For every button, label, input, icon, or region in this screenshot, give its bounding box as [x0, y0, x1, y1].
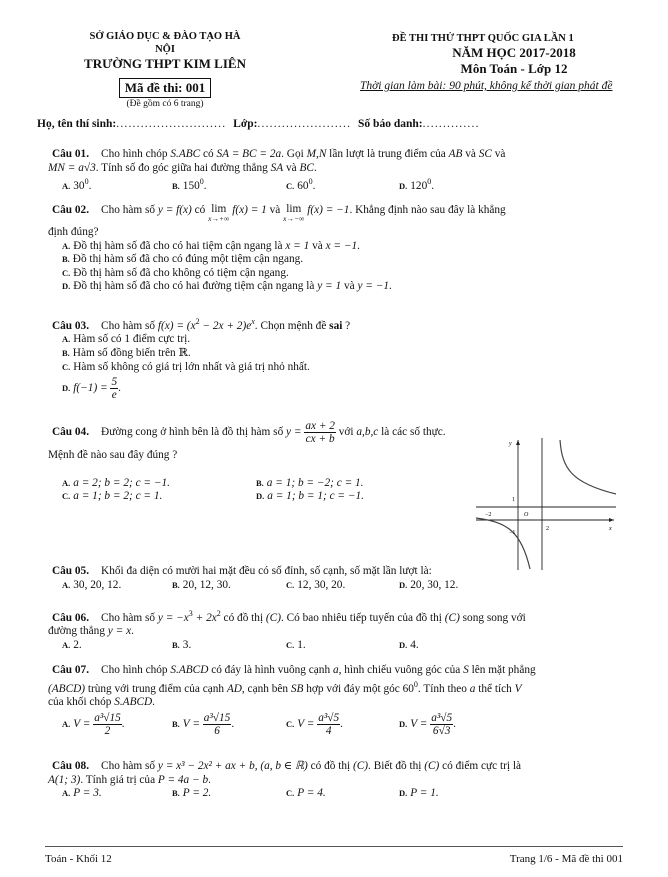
- lim-word: lim: [286, 203, 302, 215]
- stem-math: (C): [424, 760, 440, 772]
- option-text: 120: [410, 179, 428, 192]
- option-end: .: [312, 179, 316, 192]
- stem-text: . Gọi: [281, 148, 307, 160]
- stem-text: có điểm cực trị là: [439, 760, 521, 772]
- option-math: P = 4.: [297, 787, 326, 800]
- option-text: 150: [182, 179, 200, 192]
- option-letter: C.: [62, 361, 71, 372]
- stem-text: có: [191, 204, 209, 216]
- option-text: 20, 12, 30.: [182, 578, 231, 591]
- option-text: Đồ thị hàm số đã cho có hai tiệm cận ngang là: [73, 239, 286, 252]
- stem-math: y = x: [107, 625, 132, 638]
- footer-subject: Toán - Khối 12: [45, 853, 112, 865]
- option-letter: D.: [62, 281, 71, 292]
- fraction: [203, 711, 235, 737]
- stem-text: .: [152, 695, 155, 708]
- option-letter: C.: [286, 718, 295, 729]
- name-field[interactable]: ...........................: [116, 118, 227, 130]
- option-math: P = 1.: [410, 787, 439, 800]
- option-math: a = 1; b = 2; c = 1.: [73, 490, 163, 503]
- subject-title: Môn Toán - Lớp 12: [460, 61, 568, 76]
- id-field[interactable]: ..............: [422, 118, 480, 130]
- header-right: [360, 32, 668, 92]
- school-name: TRƯỜNG THPT KIM LIÊN: [84, 56, 246, 71]
- option-letter: C.: [286, 788, 295, 799]
- answer-options: [50, 712, 620, 737]
- limit-2: [283, 204, 304, 224]
- option-end: .: [88, 179, 92, 192]
- stem-math: AB: [448, 148, 463, 160]
- footer-divider: [45, 846, 623, 847]
- candidate-info: [37, 118, 637, 130]
- option-text: 60: [297, 179, 309, 192]
- tick-x-2: 2: [546, 526, 549, 532]
- option-letter: A.: [62, 788, 71, 799]
- stem-text: .: [313, 161, 317, 174]
- tick-y-1: 1: [512, 497, 515, 503]
- option-math: f(−1) =: [73, 382, 111, 395]
- stem-text: trùng với trung điểm của cạnh: [85, 682, 227, 695]
- stem-text: thể tích: [475, 682, 515, 695]
- stem-text: và: [491, 148, 506, 160]
- answer-options: [50, 639, 620, 653]
- fraction-denominator: cx + b: [305, 433, 335, 445]
- stem-text: Cho hàm số: [101, 204, 158, 216]
- tick-y-neg1: −1: [509, 530, 516, 536]
- x-axis-label: x: [609, 526, 612, 532]
- option-b[interactable]: [172, 579, 286, 593]
- stem-text: định đúng?: [48, 226, 99, 238]
- fraction-numerator: ax + 2: [305, 420, 335, 432]
- option-b[interactable]: [172, 175, 286, 193]
- option-d[interactable]: [399, 787, 509, 801]
- option-text: Đồ thị hàm số đã cho có đúng một tiệm cận ngang.: [72, 253, 304, 266]
- stem-text: . Tính số đo góc giữa hai đường thẳng: [95, 161, 271, 174]
- question-07: [50, 664, 620, 737]
- stem-text: .: [208, 773, 211, 786]
- question-label: Câu 01.: [52, 148, 90, 160]
- option-text: 20, 30, 12.: [410, 578, 459, 591]
- header-left: [80, 30, 250, 110]
- option-text: 4.: [410, 638, 419, 651]
- option-letter: C.: [286, 180, 295, 191]
- y-axis-arrow-icon: [516, 440, 520, 445]
- option-text: 30, 20, 12.: [73, 578, 122, 591]
- question-01: [50, 148, 620, 194]
- option-letter: D.: [256, 491, 265, 502]
- stem-text: đường thẳng: [48, 625, 108, 638]
- stem-math: (C): [352, 760, 369, 772]
- stem-text: có: [200, 148, 217, 160]
- department-name: SỞ GIÁO DỤC & ĐÀO TẠO HÀ NỘI: [89, 31, 241, 55]
- option-a[interactable]: [62, 175, 172, 193]
- stem-math: SC: [478, 148, 492, 160]
- option-a[interactable]: [62, 787, 172, 801]
- option-letter: D.: [399, 639, 408, 650]
- option-letter: B.: [172, 718, 180, 729]
- lim-word: lim: [211, 203, 227, 215]
- option-letter: A.: [62, 240, 71, 251]
- option-sup: 0: [308, 177, 313, 187]
- stem-math: S.ABCD: [170, 664, 209, 676]
- option-text: Hàm số đồng biến trên ℝ.: [72, 346, 191, 359]
- stem-sup: 2: [216, 609, 221, 618]
- option-text: Đồ thị hàm số đã cho có hai đường tiệm cận ngang là: [73, 280, 318, 293]
- stem-text: Khối đa diện có mười hai mặt đều có số đỉnh, số cạnh, số mặt lần lượt là:: [101, 565, 432, 577]
- option-letter: B.: [172, 579, 180, 590]
- option-text: Hàm số có 1 điểm cực trị.: [73, 333, 191, 346]
- question-05: [50, 565, 620, 592]
- class-field[interactable]: .......................: [257, 118, 352, 130]
- option-c[interactable]: [50, 267, 620, 281]
- stem-math: (ABCD): [48, 682, 86, 695]
- question-03: [50, 315, 620, 401]
- stem-text: có đồ thị: [307, 760, 353, 772]
- x-axis-arrow-icon: [609, 518, 614, 522]
- option-letter: D.: [62, 383, 71, 394]
- option-end: .: [431, 179, 435, 192]
- option-a[interactable]: [62, 477, 256, 491]
- stem-text: và: [266, 204, 284, 216]
- stem-math: S: [463, 664, 469, 676]
- question-04: [50, 420, 490, 504]
- fraction: [317, 712, 340, 737]
- option-text: Đồ thị hàm số đã cho không có tiệm cận ngang.: [73, 266, 289, 279]
- option-b[interactable]: [172, 639, 286, 653]
- stem-math: a: [469, 682, 476, 695]
- option-end: .: [231, 717, 235, 730]
- option-d[interactable]: [50, 376, 620, 401]
- stem-text: . Chọn mệnh đề: [254, 319, 330, 332]
- option-math: x = 1: [285, 239, 310, 252]
- option-letter: A.: [62, 579, 71, 590]
- stem-sup: 3: [188, 609, 193, 618]
- stem-text: Cho hàm số: [101, 319, 158, 332]
- question-label: Câu 04.: [52, 426, 90, 439]
- option-math: V =: [297, 717, 318, 730]
- stem-text: là các số thực.: [378, 426, 446, 439]
- option-row-1: [50, 477, 490, 491]
- limit-1: [208, 204, 229, 224]
- stem-math: V: [514, 682, 522, 695]
- curve-right-branch: [560, 440, 616, 494]
- option-b[interactable]: [172, 787, 286, 801]
- option-d[interactable]: [399, 175, 509, 193]
- option-end: .: [121, 717, 125, 730]
- stem-math: SA: [270, 161, 284, 174]
- stem-text: lần lượt là trung điểm của: [326, 148, 449, 160]
- stem-text: Đường cong ở hình bên là đồ thị hàm số: [101, 426, 287, 439]
- option-a[interactable]: [62, 579, 172, 593]
- option-c[interactable]: [286, 787, 399, 801]
- function-graph: [476, 438, 616, 570]
- option-row-2: [50, 490, 490, 504]
- stem-text: của khối chóp: [48, 695, 115, 708]
- option-text: 1.: [297, 638, 306, 651]
- fraction-denominator: 6√3: [432, 724, 451, 737]
- option-letter: B.: [172, 639, 180, 650]
- lim-subscript: x→+∞: [208, 214, 230, 223]
- option-d[interactable]: [256, 490, 364, 504]
- stem-math: BC: [299, 161, 314, 174]
- option-math: y = −1: [357, 280, 390, 293]
- stem-math: f(x) = −1: [307, 204, 350, 216]
- stem-math: (C): [265, 611, 281, 624]
- stem-math: SA = BC = 2a: [216, 148, 282, 160]
- name-label: Họ, tên thí sinh:: [37, 118, 117, 130]
- class-label: Lớp:: [233, 118, 258, 130]
- fraction: [304, 420, 336, 445]
- fraction: [93, 712, 122, 737]
- stem-math: (C): [444, 611, 460, 624]
- question-label: Câu 07.: [52, 664, 90, 676]
- answer-options: [50, 175, 620, 193]
- option-sup: 0: [199, 177, 204, 187]
- stem-math: S.ABCD: [114, 695, 153, 708]
- stem-math: a,b,c: [356, 426, 379, 439]
- question-02: [50, 204, 620, 294]
- option-end: .: [203, 179, 207, 192]
- stem-math: f(x) = 1: [232, 204, 267, 216]
- exam-title: ĐỀ THI THỬ THPT QUỐC GIA LẦN 1: [392, 33, 574, 44]
- option-text: 2.: [73, 638, 82, 651]
- stem-text: lên mặt phẳng: [468, 664, 536, 676]
- stem-math: AD: [226, 682, 242, 695]
- option-letter: A.: [62, 180, 71, 191]
- y-axis-label: y: [509, 441, 512, 447]
- stem-text: và: [283, 161, 300, 174]
- option-b[interactable]: [50, 347, 620, 361]
- stem-math: P = 4a − b: [157, 773, 209, 786]
- question-08: [50, 760, 620, 801]
- stem-math: S.ABC: [170, 148, 201, 160]
- option-c[interactable]: [286, 639, 399, 653]
- option-math: a = 1; b = −2; c = 1.: [266, 476, 364, 489]
- stem-text: . Khẳng định nào sau đây là khẳng: [349, 204, 506, 216]
- origin-label: O: [524, 512, 529, 518]
- option-letter: B.: [172, 788, 180, 799]
- question-label: Câu 06.: [52, 611, 90, 624]
- stem-text: . Tính giá trị của: [80, 773, 158, 786]
- option-letter: A.: [62, 477, 71, 488]
- fraction: [430, 712, 453, 737]
- stem-math: 60: [402, 682, 414, 695]
- stem-math: SB: [290, 682, 304, 695]
- option-d[interactable]: [399, 639, 509, 653]
- option-c[interactable]: [50, 361, 620, 375]
- stem-sup: x: [251, 317, 255, 326]
- stem-sup: 0: [413, 679, 418, 689]
- option-d[interactable]: [399, 579, 509, 593]
- option-letter: C.: [286, 579, 295, 590]
- option-letter: D.: [399, 718, 408, 729]
- option-a[interactable]: [62, 712, 172, 737]
- option-letter: C.: [286, 639, 295, 650]
- curve-left-branch: [476, 518, 530, 569]
- option-letter: B.: [62, 254, 70, 265]
- school-year: NĂM HỌC 2017-2018: [452, 45, 576, 60]
- fraction-numerator: a³√5: [318, 711, 340, 724]
- stem-text: . Tính theo: [417, 682, 470, 695]
- option-math: a = 1; b = 1; c = −1.: [267, 490, 364, 503]
- question-label: Câu 03.: [52, 319, 90, 332]
- id-label: Số báo danh:: [358, 118, 423, 130]
- option-text: 30: [73, 179, 85, 192]
- fraction-numerator: a³√5: [431, 711, 453, 724]
- stem-math: − 2x + 2)e: [199, 319, 252, 332]
- stem-math: + 2x: [192, 611, 217, 624]
- stem-text: Cho hình chóp: [101, 148, 171, 160]
- option-math: y = 1: [317, 280, 342, 293]
- option-letter: B.: [172, 180, 180, 191]
- option-end: .: [357, 239, 360, 252]
- stem-math: y = x³ − 2x² + ax + b, (a, b ∈ ℝ): [157, 760, 308, 772]
- question-06: [50, 607, 620, 653]
- stem-sup: 2: [195, 317, 200, 326]
- stem-text: . Biết đồ thị: [368, 760, 425, 772]
- stem-math: y = −x: [157, 611, 189, 624]
- option-b[interactable]: [172, 712, 286, 737]
- option-letter: A.: [62, 334, 71, 345]
- option-d[interactable]: [50, 280, 620, 294]
- option-math: V =: [182, 717, 203, 730]
- option-end: .: [340, 717, 343, 730]
- option-text: 3.: [182, 638, 192, 651]
- fraction-numerator: 5: [111, 376, 118, 389]
- option-math: P = 3.: [73, 787, 102, 800]
- stem-text: .: [131, 625, 134, 638]
- fraction-denominator: 2: [104, 724, 111, 737]
- stem-text: Cho hàm số: [101, 760, 158, 772]
- stem-math: f(x) = (x: [157, 319, 196, 332]
- option-a[interactable]: [50, 333, 620, 347]
- option-d[interactable]: [399, 712, 509, 737]
- question-label: Câu 02.: [52, 204, 90, 216]
- stem-math: A(1; 3): [48, 773, 81, 786]
- option-c[interactable]: [62, 490, 256, 504]
- option-math: V =: [410, 717, 431, 730]
- fraction: [110, 376, 118, 401]
- stem-math: MN = a√3: [48, 161, 96, 174]
- option-letter: A.: [62, 639, 71, 650]
- option-sup: 0: [84, 177, 89, 187]
- option-text: và: [309, 239, 326, 252]
- option-b[interactable]: [256, 477, 364, 491]
- option-letter: D.: [399, 579, 408, 590]
- stem-text: Cho hình chóp: [101, 664, 171, 676]
- fraction-denominator: 4: [325, 724, 332, 737]
- footer-page-info: Trang 1/6 - Mã đề thi 001: [509, 853, 623, 865]
- option-end: .: [118, 382, 121, 395]
- stem-math: y =: [286, 426, 305, 439]
- exam-code-box: Mã đề thi: 001: [119, 78, 212, 98]
- option-letter: C.: [62, 491, 71, 502]
- stem-text: có đồ thị: [220, 611, 266, 624]
- option-c[interactable]: [286, 712, 399, 737]
- stem-math: y = f(x): [157, 204, 192, 216]
- option-math: x = −1: [325, 239, 358, 252]
- option-letter: B.: [256, 477, 264, 488]
- stem-text: hợp với đáy một góc: [303, 682, 403, 695]
- stem-text: Mệnh đề nào sau đây đúng ?: [48, 449, 178, 461]
- option-end: .: [389, 280, 392, 293]
- tick-x-neg2: −2: [485, 512, 492, 518]
- fraction-denominator: 6: [214, 724, 220, 737]
- fraction-numerator: a³√15: [203, 711, 231, 724]
- option-letter: C.: [62, 267, 71, 278]
- stem-text: , cạnh bên: [241, 682, 291, 695]
- stem-text: với: [335, 426, 357, 439]
- option-b[interactable]: [50, 253, 620, 267]
- stem-text: và: [462, 148, 479, 160]
- stem-text: song song với: [459, 611, 526, 624]
- fraction-numerator: a³√15: [94, 711, 121, 724]
- stem-text: ?: [342, 319, 351, 332]
- option-letter: B.: [62, 347, 70, 358]
- option-c[interactable]: [286, 579, 399, 593]
- option-text: 12, 30, 20.: [297, 578, 346, 591]
- option-a[interactable]: [50, 240, 620, 254]
- option-text: và: [341, 280, 358, 293]
- question-label: Câu 05.: [52, 565, 90, 577]
- option-math: V =: [73, 717, 94, 730]
- page-count-note: (Đề gồm có 6 trang): [126, 99, 204, 109]
- stem-text: , hình chiếu vuông góc của: [338, 664, 464, 676]
- option-a[interactable]: [62, 639, 172, 653]
- option-c[interactable]: [286, 175, 399, 193]
- stem-bold: sai: [329, 319, 343, 332]
- option-letter: D.: [399, 788, 408, 799]
- option-letter: A.: [62, 718, 71, 729]
- stem-text: Cho hàm số: [101, 611, 158, 624]
- answer-options: [50, 787, 620, 801]
- fraction-denominator: e: [111, 389, 117, 402]
- stem-math: a: [332, 664, 339, 676]
- option-math: P = 2.: [182, 787, 212, 800]
- time-note: Thời gian làm bài: 90 phút, không kể thời gian phát đề: [360, 80, 613, 92]
- answer-options: [50, 579, 620, 593]
- lim-subscript: x→−∞: [283, 214, 305, 223]
- stem-text: có đáy là hình vuông cạnh: [208, 664, 333, 676]
- stem-text: . Có bao nhiêu tiếp tuyến của đồ thị: [280, 611, 445, 624]
- option-sup: 0: [427, 177, 432, 187]
- stem-math: M,N: [306, 148, 327, 160]
- option-text: Hàm số không có giá trị lớn nhất và giá trị nhỏ nhất.: [73, 360, 310, 373]
- option-letter: D.: [399, 180, 408, 191]
- question-label: Câu 08.: [52, 760, 90, 772]
- option-end: .: [453, 717, 456, 730]
- option-math: a = 2; b = 2; c = −1.: [73, 476, 170, 489]
